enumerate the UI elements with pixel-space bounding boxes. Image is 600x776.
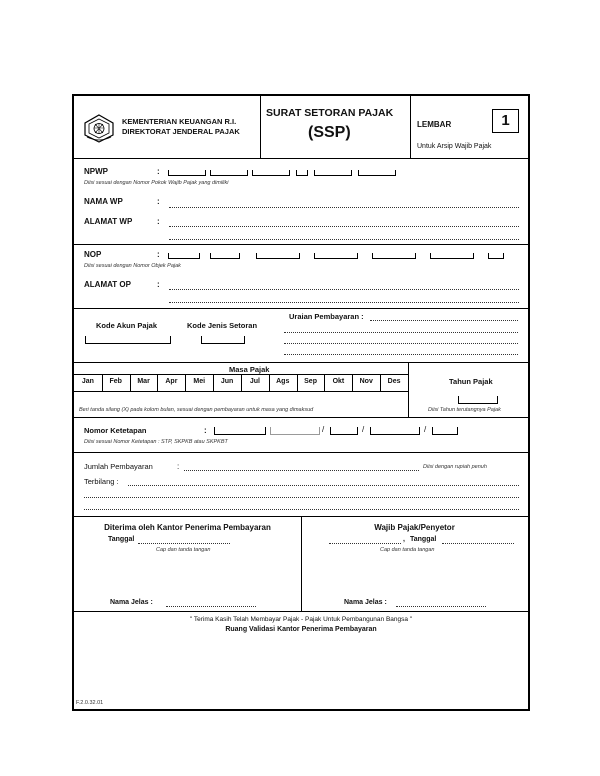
month-label: Jul — [249, 378, 260, 385]
month-label: Sep — [304, 378, 317, 385]
account-code-label: Kode Akun Pajak — [96, 321, 157, 330]
footer-slogan: " Terima Kasih Telah Membayar Pajak - Pajak Untuk Pembangunan Bangsa " — [189, 616, 413, 623]
ssp-form: KEMENTERIAN KEUANGAN R.I. DIREKTORAT JENDERAL PAJAK SURAT SETORAN PAJAK (SSP) LEMBAR 1 Untuk Arsip Wajib Pajak NPWP : Diisi sesuai dengan Nomor Pokok Wajib Pajak yang dimiliki NAMA WP : ALAMAT WP : NOP : Diisi sesuai dengan Nomor Objek Pajak ALAMAT OP : Kode Akun Pajak Kode Jenis Setoran Uraian Pembayaran : Masa Pajak Jan Feb Mar Apr Mei Jun Jul Ags Sep Okt Nov Des Beri tanda silang (X) pada kolom bulan, sesuai dengan pembayaran untuk masa yang dimaksud Tahun Pajak Diisi Tahun terutangnya Pajak Nomor Ketetapan : / / / Diisi sesuai Nomor Ketetapan : STP, SKPKB atau SKPKBT Jumlah Pembayaran : Diisi dengan rupiah penuh Terbilang : Diterima oleh Kantor Penerima Pembayaran Tanggal Cap dan tanda tangan Nama Jelas : Wajib Pajak/Penyetor , Tanggal Cap dan tanda tangan Nama Jelas : " Terima Kasih Telah Membayar Pajak - Pajak Untuk Pembangunan Bangsa " Ruang Validasi Kantor Penerima Pembayaran F.2.0.32.01 — [72, 94, 530, 711]
payer-name-field[interactable] — [396, 606, 486, 607]
month-cell-mei[interactable] — [185, 374, 214, 391]
sheet-number-box — [492, 109, 519, 133]
month-label: Des — [387, 378, 401, 385]
deposit-type-label: Kode Jenis Setoran — [187, 321, 258, 330]
nop-label: NOP — [84, 250, 102, 259]
directorate-name: DIREKTORAT JENDERAL PAJAK — [122, 127, 240, 136]
tax-period-title: Masa Pajak — [229, 365, 270, 374]
taxpayer-address-label: ALAMAT WP — [84, 217, 133, 226]
month-label: Nov — [359, 378, 373, 385]
month-cell-okt[interactable] — [325, 374, 354, 391]
month-label: Ags — [276, 378, 290, 385]
month-label: Jan — [81, 378, 94, 385]
month-cell-ags[interactable] — [269, 374, 298, 391]
receiver-name-label: Nama Jelas : — [110, 599, 153, 606]
npwp-digit-boxes[interactable] — [168, 167, 458, 177]
form-code: (SSP) — [308, 124, 351, 141]
payment-description-field[interactable] — [370, 320, 518, 321]
payment-description-field-2[interactable] — [284, 332, 518, 333]
tax-year-hint: Diisi Tahun terutangnya Pajak — [428, 407, 501, 413]
month-label: Mei — [193, 378, 206, 385]
payer-name-label: Nama Jelas : — [344, 599, 387, 606]
amount-in-words-field-3[interactable] — [84, 509, 519, 510]
receiver-name-field[interactable] — [166, 606, 256, 607]
sheet-purpose: Untuk Arsip Wajib Pajak — [417, 143, 492, 150]
account-code-boxes[interactable] — [85, 336, 171, 344]
payer-stamp-hint: Cap dan tanda tangan — [380, 547, 435, 553]
npwp-hint: Diisi sesuai dengan Nomor Pokok Wajib Pajak yang dimiliki — [84, 180, 229, 186]
form-number: F.2.0.32.01 — [76, 700, 104, 706]
payer-date-label: Tanggal — [410, 536, 437, 543]
amount-in-words-field-2[interactable] — [84, 497, 519, 498]
receiver-stamp-hint: Cap dan tanda tangan — [156, 547, 211, 553]
month-cell-jan[interactable] — [74, 374, 103, 391]
total-payment-hint: Diisi dengan rupiah penuh — [423, 464, 487, 470]
month-cell-jul[interactable] — [241, 374, 270, 391]
nop-digit-boxes[interactable] — [168, 250, 523, 260]
months-hint: Beri tanda silang (X) pada kolom bulan, sesuai dengan pembayaran untuk masa yang dimaksud — [79, 407, 314, 413]
month-label: Jun — [220, 378, 234, 385]
assessment-number-label: Nomor Ketetapan — [84, 426, 147, 435]
taxpayer-address-field[interactable] — [169, 226, 519, 227]
taxpayer-name-label: NAMA WP — [84, 197, 123, 206]
object-address-label: ALAMAT OP — [84, 280, 131, 289]
payment-description-label: Uraian Pembayaran : — [289, 312, 364, 321]
amount-in-words-field[interactable] — [128, 485, 519, 486]
assessment-number-boxes[interactable]: / / / — [214, 427, 464, 437]
payment-description-field-3[interactable] — [284, 343, 518, 344]
payment-description-field-4[interactable] — [284, 354, 518, 355]
month-label: Mar — [137, 378, 150, 385]
deposit-type-boxes[interactable] — [201, 336, 245, 344]
months-row — [74, 374, 408, 391]
receiver-date-field[interactable] — [138, 543, 230, 544]
validation-space-title: Ruang Validasi Kantor Penerima Pembayaran — [225, 626, 377, 633]
payer-title: Wajib Pajak/Penyetor — [374, 523, 455, 532]
total-payment-label: Jumlah Pembayaran — [84, 462, 153, 471]
tax-year-label: Tahun Pajak — [449, 377, 493, 386]
nop-hint: Diisi sesuai dengan Nomor Objek Pajak — [84, 263, 181, 269]
payer-place-field[interactable] — [329, 543, 401, 544]
object-address-field[interactable] — [169, 289, 519, 290]
validation-space — [74, 636, 528, 696]
month-cell-apr[interactable] — [158, 374, 187, 391]
taxpayer-address-field-2[interactable] — [169, 239, 519, 240]
month-label: Apr — [165, 378, 178, 385]
taxpayer-name-field[interactable] — [169, 207, 519, 208]
form-title: SURAT SETORAN PAJAK — [266, 107, 394, 119]
month-cell-mar[interactable] — [130, 374, 159, 391]
month-label: Feb — [109, 378, 122, 385]
month-cell-des[interactable] — [380, 374, 408, 391]
npwp-label: NPWP — [84, 167, 108, 176]
month-cell-jun[interactable] — [213, 374, 242, 391]
month-cell-nov[interactable] — [352, 374, 381, 391]
payer-date-field[interactable] — [442, 543, 514, 544]
sheet-number: 1 — [501, 112, 510, 129]
receiver-date-label: Tanggal — [108, 536, 135, 543]
month-cell-feb[interactable] — [102, 374, 131, 391]
month-label: Okt — [332, 378, 345, 385]
sheet-label: LEMBAR — [417, 120, 452, 129]
month-cell-sep[interactable] — [297, 374, 326, 391]
tax-year-boxes[interactable] — [458, 396, 498, 404]
receiver-title: Diterima oleh Kantor Penerima Pembayaran — [104, 523, 271, 532]
ministry-emblem-icon — [82, 113, 116, 143]
amount-in-words-label: Terbilang : — [84, 477, 119, 486]
assessment-number-hint: Diisi sesuai Nomor Ketetapan : STP, SKPKB atau SKPKBT — [84, 439, 228, 445]
total-payment-field[interactable] — [184, 470, 419, 471]
object-address-field-2[interactable] — [169, 302, 519, 303]
ministry-name: KEMENTERIAN KEUANGAN R.I. — [122, 117, 237, 126]
